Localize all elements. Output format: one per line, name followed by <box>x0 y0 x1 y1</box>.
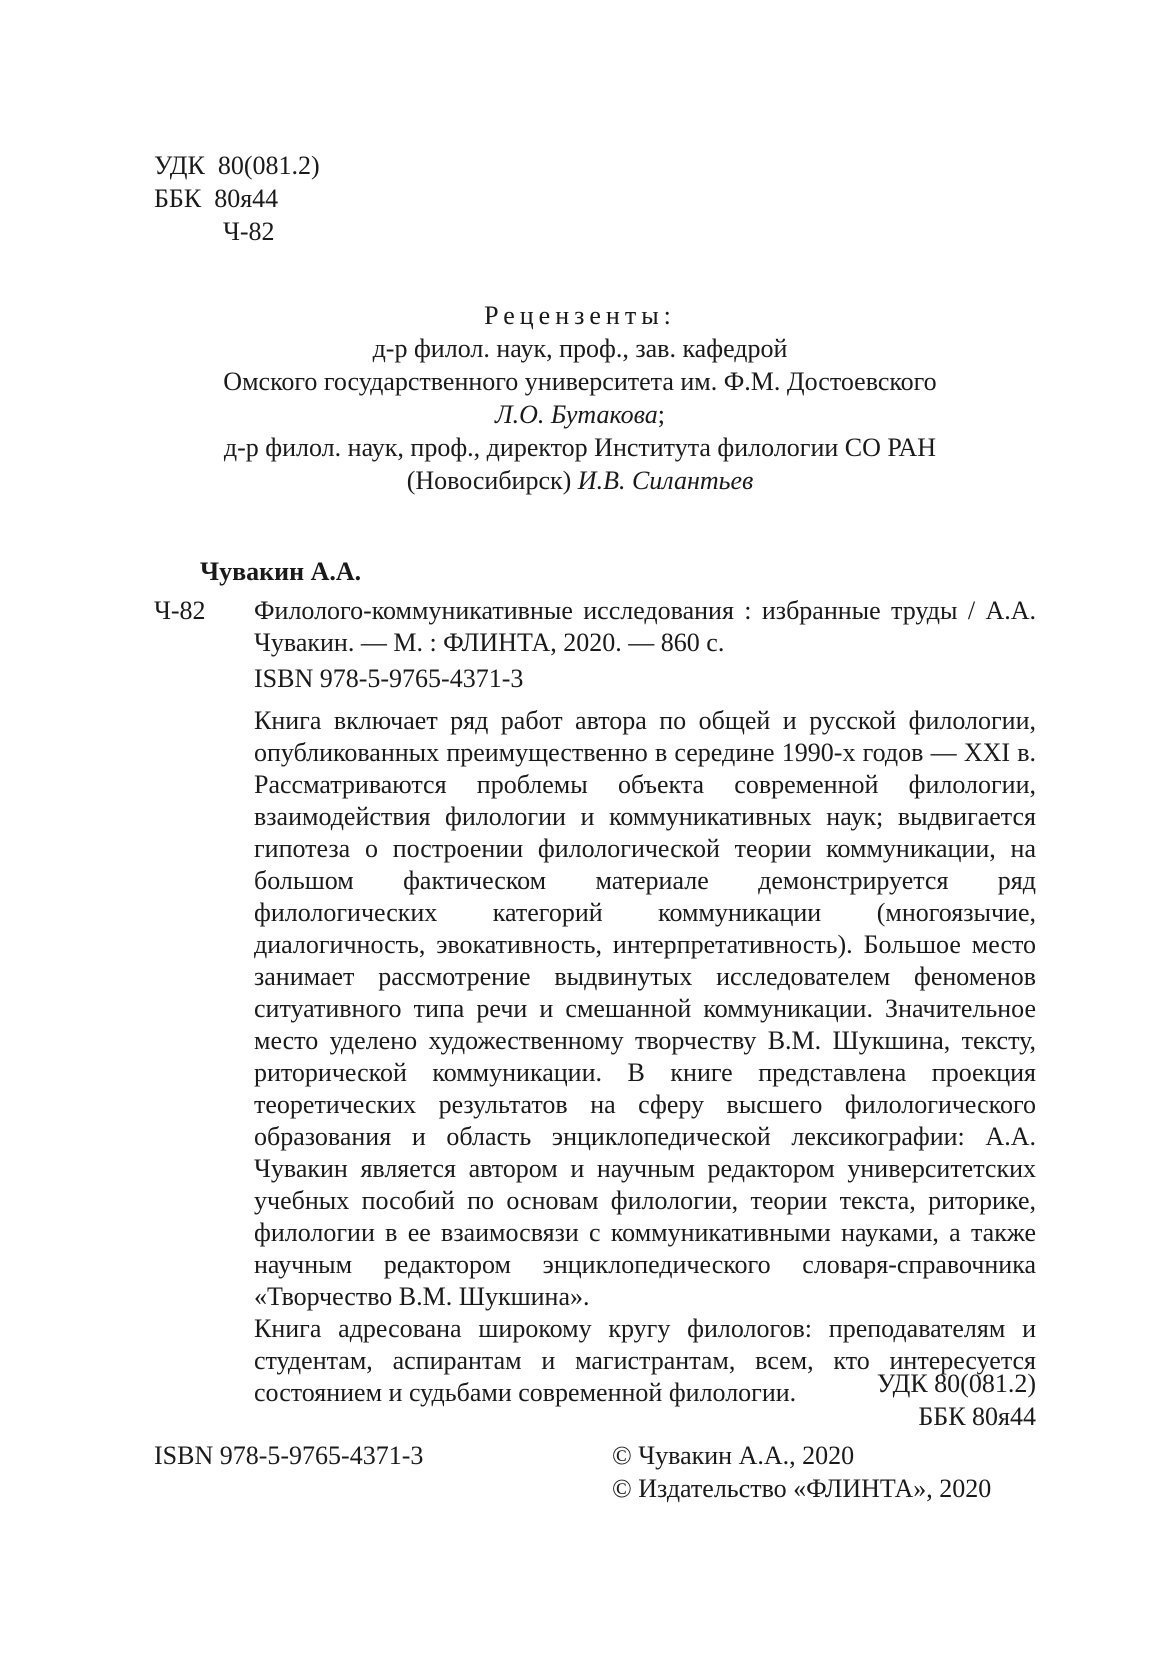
reviewer-1-title: д-р филол. наук, проф., зав. кафедрой <box>372 334 788 363</box>
reviewers-block <box>150 300 1010 498</box>
reviewer-1-name: Л.О. Бутакова <box>494 400 658 429</box>
annotation <box>254 705 1036 1409</box>
copyright-block <box>612 1440 991 1506</box>
bbk-code-bottom: ББК 80я44 <box>918 1402 1036 1431</box>
footer-isbn: ISBN 978-5-9765-4371-3 <box>154 1441 424 1470</box>
reviewer-2-name: И.В. Силантьев <box>577 466 754 495</box>
reviewers-heading: Рецензенты: <box>484 301 676 330</box>
author-mark: Ч-82 <box>223 217 275 246</box>
reviewer-1-name-line <box>150 399 1010 432</box>
udk-code: УДК 80(081.2) <box>154 151 320 180</box>
copyright-publisher: © Издательство «ФЛИНТА», 2020 <box>612 1474 992 1503</box>
bibliographic-entry <box>254 595 1036 1409</box>
reviewer-2-name-line <box>150 465 1010 498</box>
reviewer-1-name-suffix: ; <box>657 400 666 429</box>
annotation-paragraph: Книга включает ряд работ автора по общей и русской филологии, опубликованных преимущественно в середине 1990-х годов — XXI в. Рассматриваются проблемы объекта современной филологии, взаимодействия филологии и коммуникативных наук; выдвигается гипотеза о построении филологической теории коммуникации, на большом фактическом материале демонстрируется ряд филологических категорий коммуникации (многоязычие, диалогичность, эвокативность, интерпретативность). Большое место занимает рассмотрение выдвинутых исследователем феноменов ситуативного типа речи и смешанной коммуникации. Значительное место уделено художественному творчеству В.М. Шукшина, тексту, риторической коммуникации. В книге представлена проекция теоретических результатов на сферу высшего филологического образования и область энциклопедической лексикографии: А.А. Чувакин является автором и научным редактором университетских учебных пособий по основам филологии, теории текста, риторике, филологии в ее взаимосвязи с коммуникативными науками, а также научным редактором энциклопедического словаря-справочника «Творчество В.М. Шукшина». <box>254 706 1036 1311</box>
catalog-codes <box>154 150 320 249</box>
reviewer-2-title: д-р филол. наук, проф., директор Института филологии СО РАН <box>223 433 937 462</box>
catalog-codes-bottom <box>877 1368 1036 1434</box>
copyright-author: © Чувакин А.А., 2020 <box>612 1441 855 1470</box>
entry-mark: Ч-82 <box>154 596 206 625</box>
audience-paragraph: Книга адресована широкому кругу филологов: преподавателям и студентам, аспирантам и магистрантам, всем, кто интересуется состоянием и судьбами современной филологии. <box>254 1314 1036 1407</box>
entry-author: Чувакин А.А. <box>200 557 362 586</box>
reviewer-2-city: (Новосибирск) <box>406 466 578 495</box>
bbk-code: ББК 80я44 <box>154 184 279 213</box>
reviewer-1-affiliation: Омского государственного университета им. Ф.М. Достоевского <box>223 367 937 396</box>
udk-code-bottom: УДК 80(081.2) <box>876 1369 1036 1398</box>
entry-isbn: ISBN 978-5-9765-4371-3 <box>254 664 524 693</box>
bibliographic-description: Филолого-коммуникативные исследования : избранные труды / А.А. Чувакин. — М. : ФЛИНТА, 2020. — 860 с. <box>254 596 1036 657</box>
